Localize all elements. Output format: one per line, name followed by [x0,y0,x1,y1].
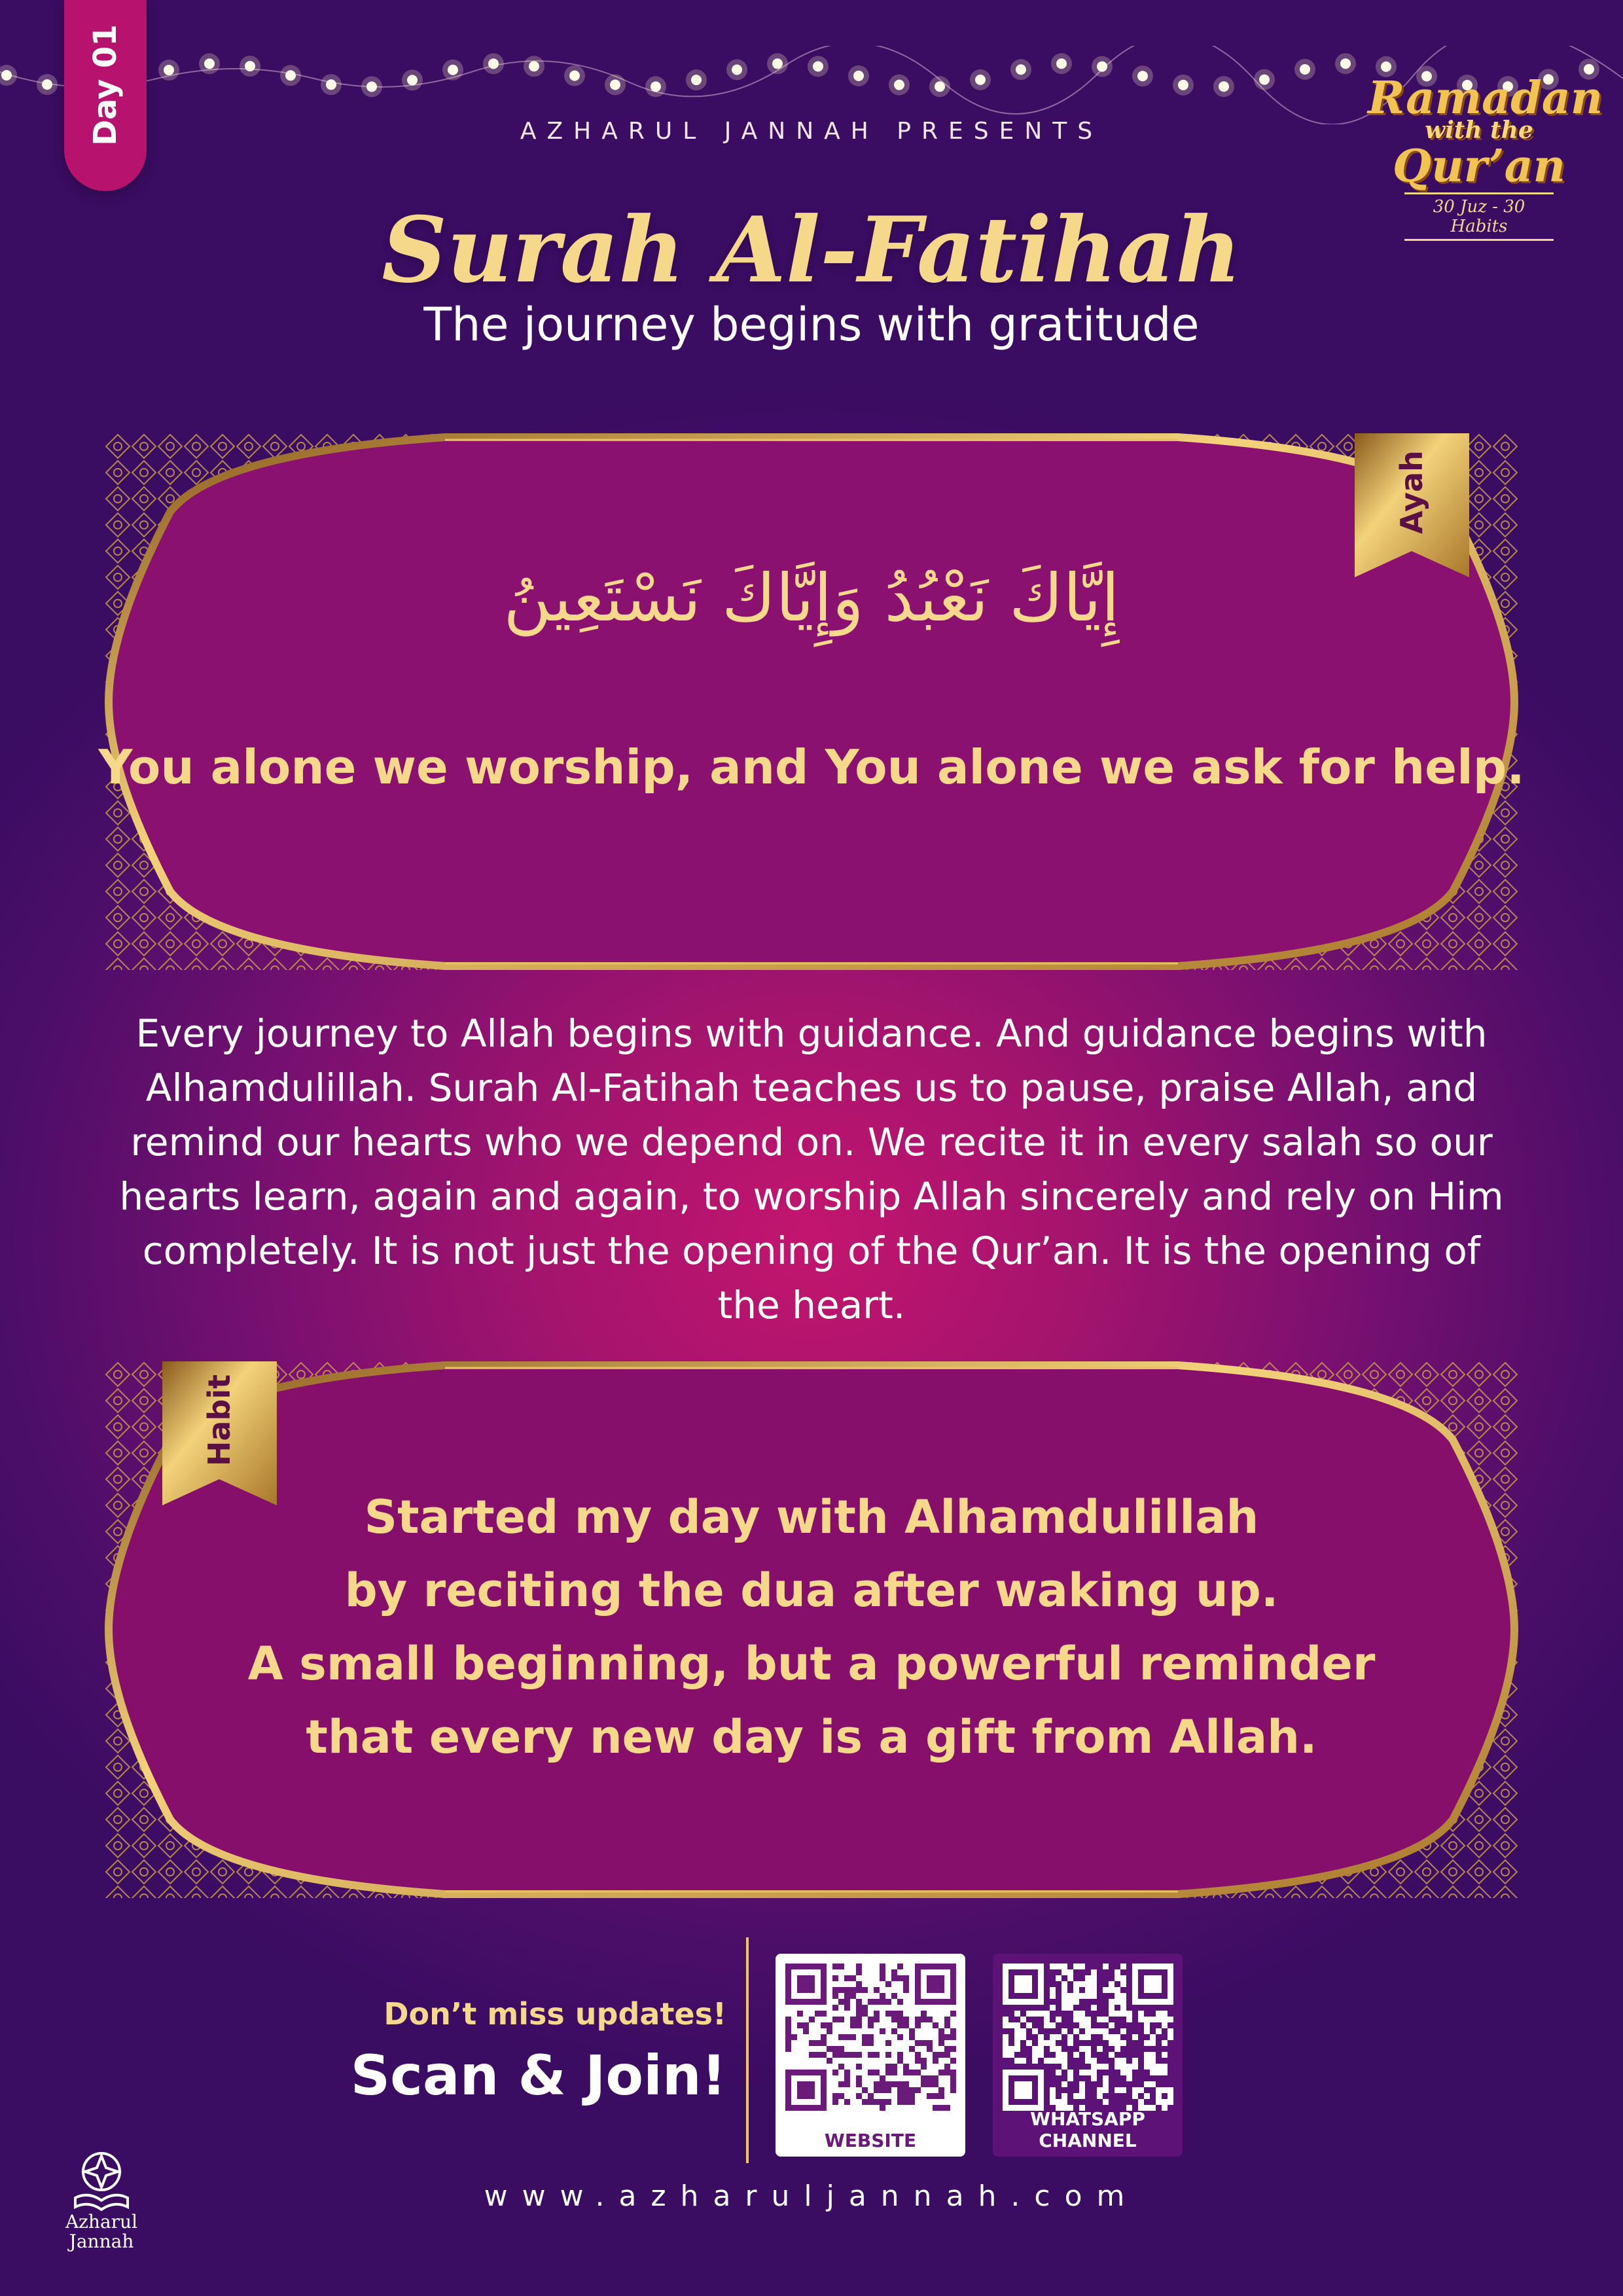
website-qr-label: WEBSITE [824,2130,917,2151]
page-title: Surah Al-Fatihah [382,196,1241,303]
ayah-translation: You alone we worship, and You alone we ask for help. [98,740,1525,795]
presents-line: AZHARUL JANNAH PRESENTS [520,118,1103,145]
habit-line: Started my day with Alhamdulillah [364,1490,1259,1544]
reflection-text: Every journey to Allah begins with guidance. And guidance begins with Alhamdulillah. Surah Al-Fatihah teaches us to pause, praise Allah, and remind our hearts who we depend on. We recite it in every salah so our hearts learn, again and again, to worship Allah sincerely and rely on Him completely. It is not just the opening of the Qur’an. It is the opening of the heart. [119,1011,1504,1327]
website-url[interactable]: www.azharuljannah.com [484,2179,1139,2213]
logo-line-2: with the [1425,117,1533,144]
brand-name: Azharul Jannah [65,2211,138,2252]
azharul-jannah-logo [59,2147,144,2251]
whatsapp-qr-code[interactable] [993,1954,1183,2157]
ayah-arabic: إِيَّاكَ نَعْبُدُ وَإِيَّاكَ نَسْتَعِينُ [503,560,1120,636]
cta-small-text: Don’t miss updates! [383,1996,726,2032]
day-tab [64,0,147,191]
whatsapp-qr-label: WHATSAPP CHANNEL [1030,2108,1145,2151]
habit-line: by reciting the dua after waking up. [344,1564,1279,1617]
cta-big-text: Scan & Join! [350,2043,726,2108]
ayah-card [105,433,1518,970]
lotus-book-icon [59,2147,144,2212]
habit-ribbon-label: Habit [202,1374,237,1467]
website-qr-code[interactable] [776,1954,965,2157]
logo-line-3: Qur’an [1392,140,1566,192]
ayah-ribbon-label: Ayah [1394,450,1429,534]
page-subtitle: The journey begins with gratitude [423,298,1200,351]
ayah-card-frame [105,433,1518,970]
habit-text [196,1480,1427,1774]
habit-line: A small beginning, but a powerful reminder [247,1637,1376,1691]
habit-line: that every new day is a gift from Allah. [306,1710,1317,1764]
footer-divider [746,1937,749,2163]
logo-line-1: Ramadan [1368,72,1603,124]
qr-pattern [993,1954,1183,2124]
day-label: Day 01 [87,24,124,146]
qr-pattern [776,1954,965,2124]
logo-subtitle: 30 Juz - 30 Habits [1404,192,1554,241]
